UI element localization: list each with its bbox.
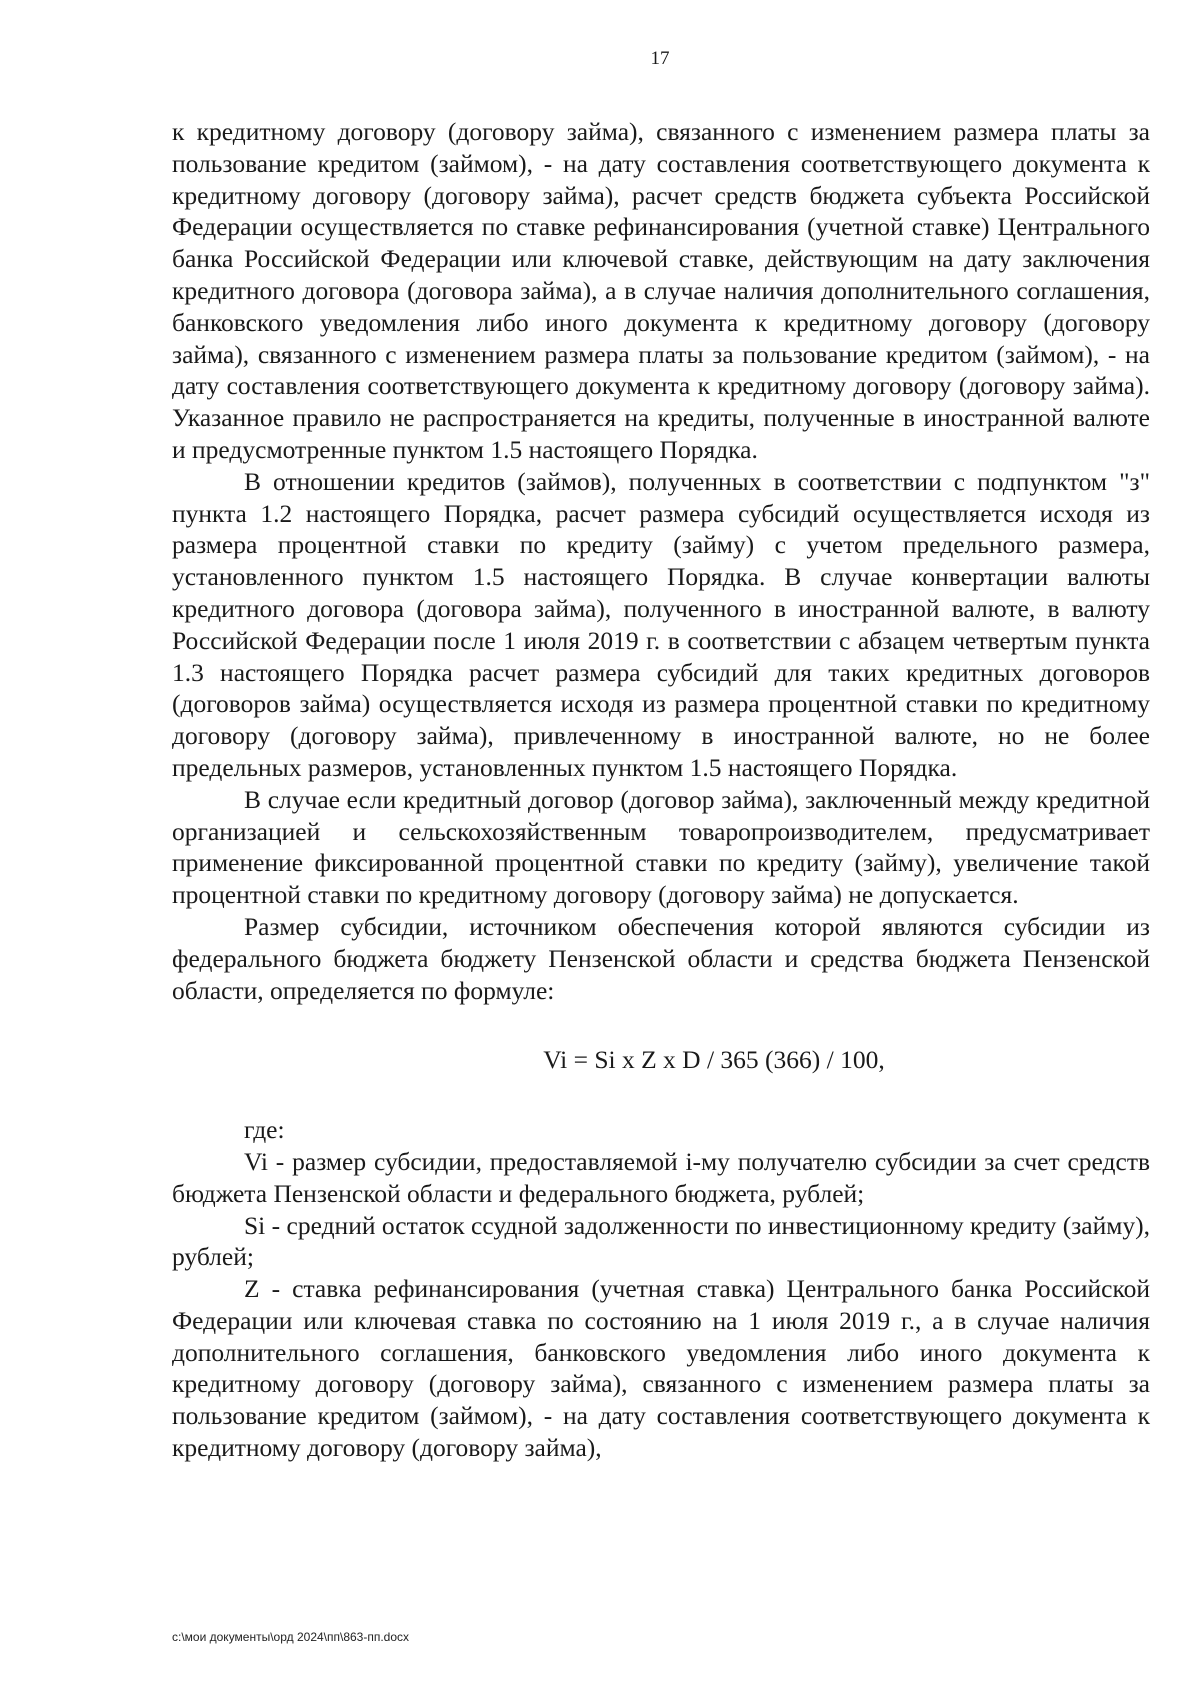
paragraph-continuation: к кредитному договору (договору займа), связанного с изменением размера платы за пользование кредитом (займом), - на дату составления соответствующего документа к кредитному договору (договору займа), расчет средств бюджета субъекта Российской Федерации осуществляется по ставке рефинансирования (учетной ставке) Центрального банка Российской Федерации или ключевой ставке, действующим на дату заключения кредитного договора (договора займа), а в случае наличия дополнительного соглашения, банковского уведомления либо иного документа к кредитному договору (договору займа), связанного с изменением размера платы за пользование кредитом (займом), - на дату составления соответствующего документа к кредитному договору (договору займа). Указанное правило не распространяется на кредиты, полученные в иностранной валюте и предусмотренные пунктом 1.5 настоящего Порядка. <box>172 117 1150 464</box>
paragraph-subsidy-size: Размер субсидии, источником обеспечения которой являются субсидии из федерального бюджета бюджету Пензенской области и средства бюджета Пензенской области, определяется по формуле: <box>172 911 1150 1005</box>
file-path-footer: с:\мои документы\орд 2024\пп\863-пп.docx <box>172 1630 410 1644</box>
definition-vi: Vi - размер субсидии, предоставляемой i-му получателю субсидии за счет средств бюджета Пензенской области и федерального бюджета, рублей; <box>172 1146 1150 1208</box>
page-number: 17 <box>650 48 670 69</box>
paragraph-where: где: <box>244 1115 285 1145</box>
paragraph-fixed-rate: В случае если кредитный договор (договор займа), заключенный между кредитной организацией и сельскохозяйственным товаропроизводителем, предусматривает применение фиксированной процентной ставки по кредиту (займу), увеличение такой процентной ставки по кредитному договору (договору займа) не допускается. <box>172 784 1150 910</box>
definition-z: Z - ставка рефинансирования (учетная ставка) Центрального банка Российской Федерации или ключевая ставка по состоянию на 1 июля 2019 г., а в случае наличия дополнительного соглашения, банковского уведомления либо иного документа к кредитному договору (договору займа), связанного с изменением размера платы за пользование кредитом (займом), - на дату составления соответствующего документа к кредитному договору (договору займа), <box>172 1274 1150 1463</box>
definition-si: Si - средний остаток ссудной задолженности по инвестиционному кредиту (займу), рублей; <box>172 1210 1150 1272</box>
document-body <box>172 116 1150 1464</box>
paragraph-foreign-currency-loans: В отношении кредитов (займов), полученных в соответствии с подпунктом "з" пункта 1.2 настоящего Порядка, расчет размера субсидий осуществляется исходя из размера процентной ставки по кредиту (займу) с учетом предельного размера, установленного пунктом 1.5 настоящего Порядка. В случае конвертации валюты кредитного договора (договора займа), полученного в иностранной валюте, в валюту Российской Федерации после 1 июля 2019 г. в соответствии с абзацем четвертым пункта 1.3 настоящего Порядка расчет размера субсидий для таких кредитных договоров (договоров займа) осуществляется исходя из размера процентной ставки по кредитному договору (договору займа), привлеченному в иностранной валюте, но не более предельных размеров, установленных пунктом 1.5 настоящего Порядка. <box>172 466 1150 782</box>
subsidy-formula: Vi = Si x Z x D / 365 (366) / 100, <box>543 1045 885 1075</box>
